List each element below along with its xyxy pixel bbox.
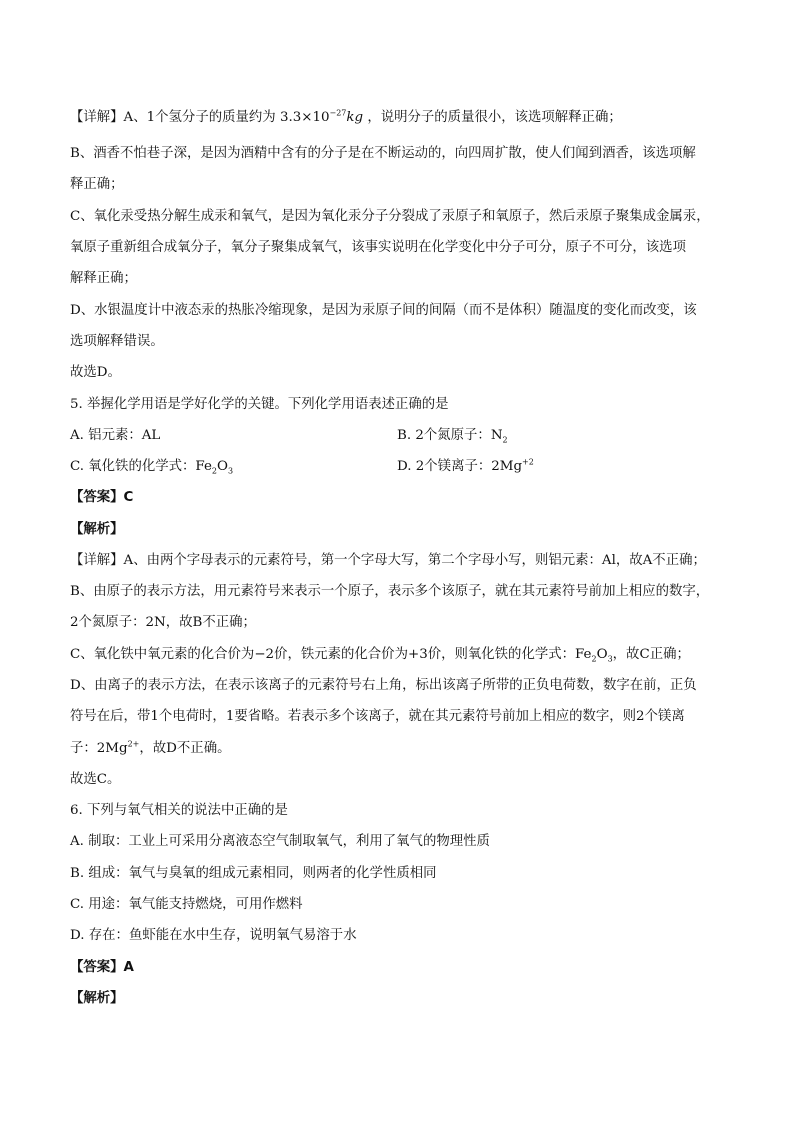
q6-option-d: D. 存在：鱼虾能在水中生存，说明氧气易溶于水 xyxy=(70,928,357,943)
q6-analysis-heading: 【解析】 xyxy=(70,991,124,1006)
q6-stem: 6. 下列与氧气相关的说法中正确的是 xyxy=(70,803,288,818)
q4-detail-line-3: 释正确； xyxy=(70,177,124,192)
q4-detail-line-7: D、水银温度计中液态汞的热胀冷缩现象，是因为汞原子间的间隔（而不是体积）随温度的变化而改变，该 xyxy=(70,303,697,318)
q6-option-c: C. 用途：氧气能支持燃烧，可用作燃料 xyxy=(70,897,303,912)
q6-option-a: A. 制取：工业上可采用分离液态空气制取氧气，利用了氧气的物理性质 xyxy=(70,834,490,849)
q5-detail-line-5: D、由离子的表示方法，在表示该离子的元素符号右上角，标出该离子所带的正负电荷数，数字在前，正负 xyxy=(70,678,697,693)
q5-option-b: B. 2个氮原子：$N_2$ xyxy=(397,428,508,445)
q6-answer: 【答案】A xyxy=(70,960,134,975)
q4-detail-line-2: B、酒香不怕巷子深，是因为酒精中含有的分子是在不断运动的，向四周扩散，使人们闻到酒香，该选项解 xyxy=(70,146,696,161)
q5-option-c: C. 氧化铁的化学式：$Fe_2O_3$ xyxy=(70,459,234,476)
q6-option-b: B. 组成：氧气与臭氧的组成元素相同，则两者的化学性质相同 xyxy=(70,866,437,881)
q5-option-d: D. 2个镁离子：$2Mg^{+2}$ xyxy=(397,457,534,474)
q5-choice: 故选C。 xyxy=(70,772,121,787)
q5-detail-line-6: 符号在后，带1个电荷时，1要省略。若表示多个该离子，就在其元素符号前加上相应的数字，则2个镁离 xyxy=(70,709,685,724)
q5-detail-line-7: 子：$2Mg^{2+}$，故D不正确。 xyxy=(70,739,231,756)
q5-detail-line-1: 【详解】A、由两个字母表示的元素符号，第一个字母大写，第二个字母小写，则铝元素：Al，故A不正确； xyxy=(70,553,706,568)
q4-detail-line-4: C、氧化汞受热分解生成汞和氧气，是因为氧化汞分子分裂成了汞原子和氧原子，然后汞原子聚集成金属汞， xyxy=(70,209,710,224)
q5-detail-line-2: B、由原子的表示方法，用元素符号来表示一个原子，表示多个该原子，就在其元素符号前加上相应的数字， xyxy=(70,584,710,599)
q4-detail-line-1: 【详解】A、1个氢分子的质量约为 $3.3\times 10^{-27}kg$ ，说明分子的质量很小，该选项解释正确； xyxy=(70,108,622,125)
q5-detail-line-3: 2个氮原子：2N，故B不正确； xyxy=(70,615,256,630)
q4-choice: 故选D。 xyxy=(70,365,121,380)
q5-detail-line-4: C、氧化铁中氧元素的化合价为−2价，铁元素的化合价为+3价，则氧化铁的化学式：$Fe_2O_3$，故C正确； xyxy=(70,647,690,664)
q4-detail-line-6: 解释正确； xyxy=(70,271,137,286)
q5-analysis-heading: 【解析】 xyxy=(70,522,124,537)
q5-answer: 【答案】C xyxy=(70,490,134,505)
q5-option-a: A. 铝元素：AL xyxy=(70,428,161,443)
mass-expression: $3.3\times 10^{-27}kg$ xyxy=(279,108,364,125)
q5-stem: 5. 举握化学用语是学好化学的关键。下列化学用语表述正确的是 xyxy=(70,397,449,412)
q4-detail-line-8: 选项解释错误。 xyxy=(70,334,164,349)
q4-detail-line-5: 氧原子重新组合成氧分子，氧分子聚集成氧气，该事实说明在化学变化中分子可分，原子不可分，该选项 xyxy=(70,240,686,255)
